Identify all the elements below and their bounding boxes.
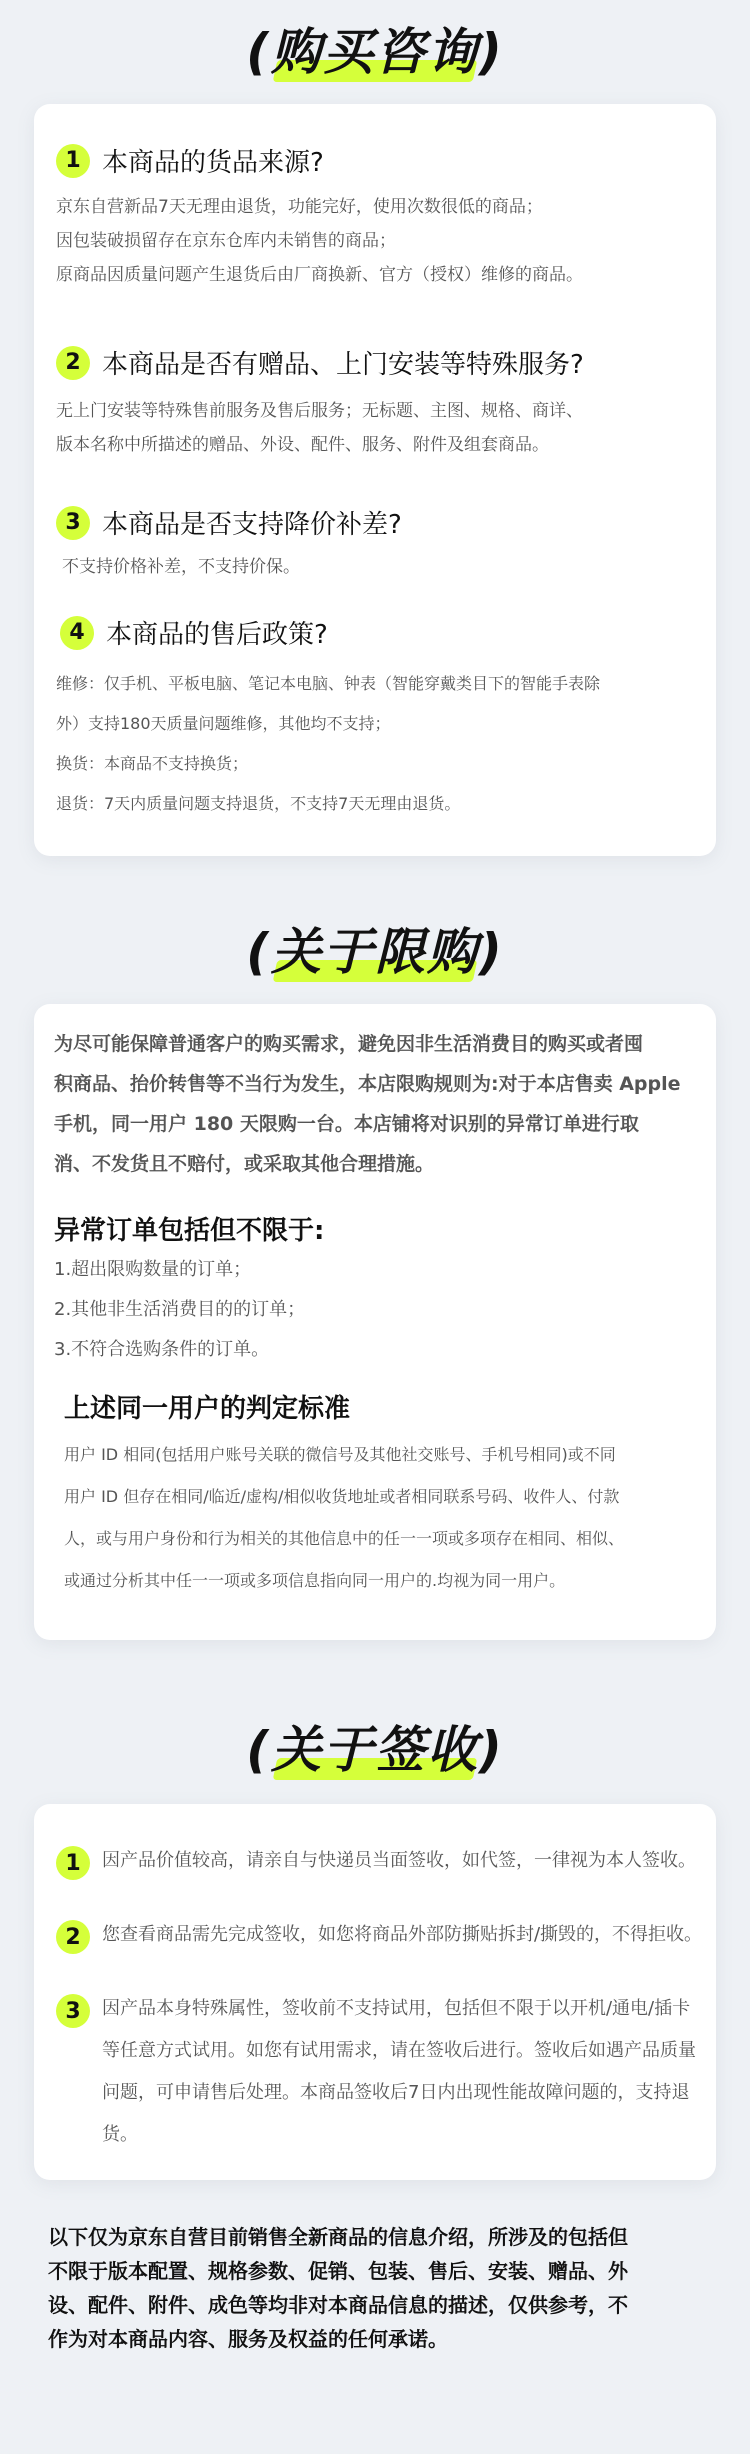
question-text: 本商品的货品来源? [102,148,324,178]
number-badge: 2 [56,1920,90,1954]
question-1 [56,142,324,179]
intro-line: 积商品、抬价转售等不当行为发生，本店限购规则为:对于本店售卖 Apple [54,1073,681,1095]
answer-line: 不支持价格补差，不支持价保。 [62,557,300,577]
number-badge: 3 [56,1994,90,2028]
question-2 [56,344,584,381]
sign-text: 因产品价值较高，请亲自与快递员当面签收，如代签，一律视为本人签收。 [102,1850,696,1871]
number-badge: 1 [56,144,90,178]
section-heading-limit [0,912,750,992]
consult-card [34,104,716,856]
text-line: 人，或与用户身份和行为相关的其他信息中的任一一项或多项存在相同、相似、 [64,1529,625,1548]
disclaimer-line: 设、配件、附件、成色等均非对本商品信息的描述，仅供参考，不 [48,2293,628,2317]
list-item: 3.不符合选购条件的订单。 [54,1339,270,1360]
number-badge: 3 [56,506,90,540]
answer-line: 退货：7天内质量问题支持退货，不支持7天无理由退货。 [56,794,461,813]
question-3 [56,504,402,541]
answer-2 [56,394,696,462]
text-line: 或通过分析其中任一一项或多项信息指向同一用户的.均视为同一用户。 [64,1571,566,1590]
list-item: 2.其他非生活消费目的的订单； [54,1299,306,1320]
answer-1 [56,190,696,292]
limit-intro [54,1024,700,1184]
heading-text: (关于限购) [246,923,504,981]
question-text: 本商品是否支持降价补差? [102,510,402,540]
sign-text: 因产品本身特殊属性，签收前不支持试用，包括但不限于以开机/通电/插卡等任意方式试用。如您有试用需求，请在签收后进行。签收后如遇产品质量问题，可申请售后处理。本商品签收后7日内出现性能故障问题的，支持退货。 [102,1998,696,2145]
sign-item-1 [56,1844,702,1882]
intro-line: 为尽可能保障普通客户的购买需求，避免因非生活消费目的购买或者囤 [54,1033,644,1055]
limit-card [34,1004,716,1640]
question-text: 本商品的售后政策? [106,620,328,650]
answer-line: 京东自营新品7天无理由退货，功能完好，使用次数很低的商品； [56,197,543,217]
abnormal-title: 异常订单包括但不限于: [54,1216,325,1246]
answer-line: 原商品因质量问题产生退货后由厂商换新、官方（授权）维修的商品。 [56,265,583,285]
number-badge: 2 [56,346,90,380]
sign-card [34,1804,716,2180]
disclaimer-line: 以下仅为京东自营目前销售全新商品的信息介绍，所涉及的包括但 [48,2225,628,2249]
text-line: 用户 ID 相同(包括用户账号关联的微信号及其他社交账号、手机号相同)或不同 [64,1445,616,1464]
answer-line: 版本名称中所描述的赠品、外设、配件、服务、附件及组套商品。 [56,435,549,455]
answer-4 [56,664,696,824]
question-text: 本商品是否有赠品、上门安装等特殊服务? [102,350,584,380]
list-item: 1.超出限购数量的订单； [54,1259,252,1280]
number-badge: 4 [60,616,94,650]
answer-line: 因包装破损留存在京东仓库内未销售的商品； [56,231,396,251]
number-badge: 1 [56,1846,90,1880]
sign-text: 您查看商品需先完成签收，如您将商品外部防撕贴拆封/撕毁的，不得拒收。 [102,1924,703,1945]
disclaimer-line: 作为对本商品内容、服务及权益的任何承诺。 [48,2327,448,2351]
sign-item-3 [56,1992,702,2156]
answer-line: 维修：仅手机、平板电脑、笔记本电脑、钟表（智能穿戴类目下的智能手表除 [56,674,601,693]
same-user-text [64,1434,694,1602]
intro-line: 手机，同一用户 180 天限购一台。本店铺将对识别的异常订单进行取 [54,1113,639,1135]
section-heading-sign [0,1710,750,1790]
intro-line: 消、不发货且不赔付，或采取其他合理措施。 [54,1153,435,1175]
sign-item-2 [56,1918,722,1956]
answer-3 [62,550,702,584]
disclaimer-line: 不限于版本配置、规格参数、促销、包装、售后、安装、赠品、外 [48,2259,628,2283]
same-user-title: 上述同一用户的判定标准 [64,1394,351,1424]
disclaimer [48,2220,708,2356]
answer-line: 无上门安装等特殊售前服务及售后服务；无标题、主图、规格、商详、 [56,401,583,421]
text-line: 用户 ID 但存在相同/临近/虚构/相似收货地址或者相同联系号码、收件人、付款 [64,1487,620,1506]
abnormal-list [54,1250,305,1370]
heading-text: (关于签收) [246,1721,504,1779]
heading-text: (购买咨询) [246,23,504,81]
answer-line: 换货：本商品不支持换货； [56,754,249,773]
section-heading-consult [0,12,750,92]
question-4 [60,614,328,651]
answer-line: 外）支持180天质量问题维修，其他均不支持； [56,714,391,733]
